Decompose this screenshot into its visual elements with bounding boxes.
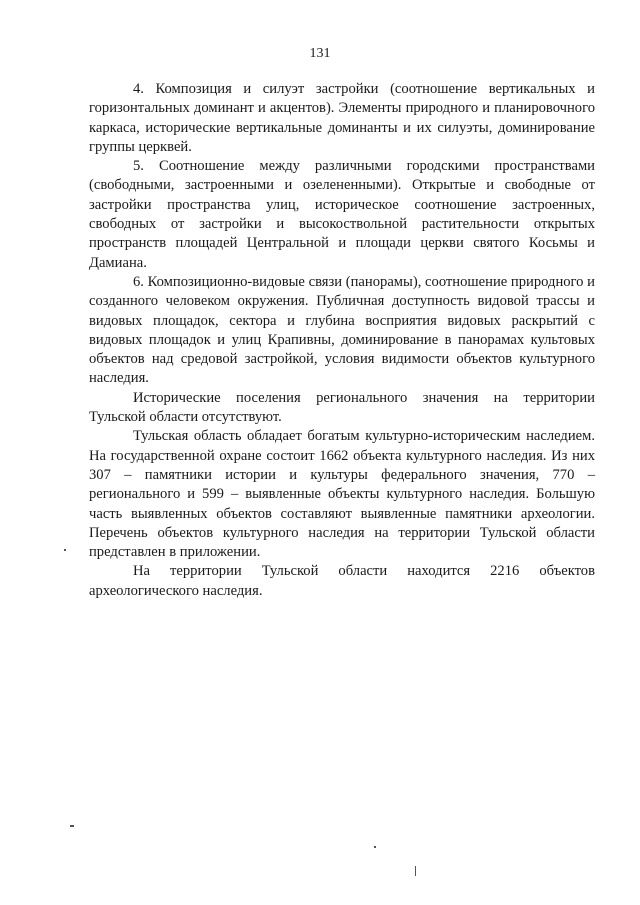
paragraph-cultural-heritage: Тульская область обладает богатым культурно-историческим наследием. На государственной охране состоит 1662 объекта культурного наследия. Из них 307 – памятники истории и культуры федерального значения, 770 – регионального и 599 – выявленные объекты культурного наследия. Большую часть выявленных объектов составляют выявленные памятники археологии. Перечень объектов культурного наследия на территории Тульской области представлен в приложении. xyxy=(89,428,595,561)
paragraph-historic-settlements: Исторические поселения регионального значения на территории Тульской области отсутствуют. xyxy=(89,389,595,426)
scan-speck xyxy=(374,846,376,848)
scan-speck xyxy=(64,549,66,551)
paragraph-spaces-ratio: 5. Соотношение между различными городскими пространствами (свободными, застроенными и озелененными). Открытые и свободные от застройки пространства улиц, историческое соотношение застроенных, свободных от застройки и высокоствольной растительности открытых пространств площадей Центральной и площади церкви святого Косьмы и Дамиана. xyxy=(89,158,595,271)
scan-speck xyxy=(415,866,416,876)
scan-speck xyxy=(70,825,74,827)
paragraph-view-connections: 6. Композиционно-видовые связи (панорамы), соотношение природного и созданного человеком окружения. Публичная доступность видовой трассы и видовых площадок, сектора и глубина восприятия видовых раскрытий с видовых площадок и улиц Крапивны, доминирование в панорамах культовых объектов над средовой застройкой, условия видимости объектов культурного наследия. xyxy=(89,273,595,387)
paragraph-archaeological-heritage: На территории Тульской области находится 2216 объектов археологического наследия. xyxy=(89,563,595,599)
page-number: 131 xyxy=(309,46,331,61)
document-body xyxy=(89,80,595,601)
paragraph-composition-silhouette: 4. Композиция и силуэт застройки (соотношение вертикальных и горизонтальных доминант и акцентов). Элементы природного и планировочного каркаса, исторические вертикальные доминанты и их силуэты, доминирование группы церквей. xyxy=(89,81,595,155)
